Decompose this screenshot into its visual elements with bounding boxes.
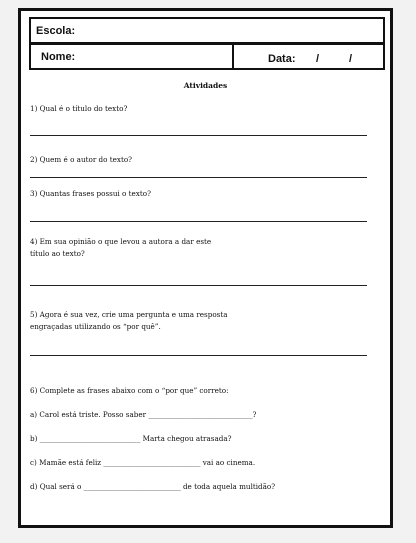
answer-line-5 — [30, 355, 367, 356]
answer-line-2 — [30, 177, 367, 178]
sentence-d: d) Qual será o ___________________________ de toda aquela multidão? — [30, 482, 276, 491]
sentence-b: b) ____________________________ Marta chegou atrasada? — [30, 434, 232, 443]
date-label: Data: — [268, 53, 296, 65]
page-title: Atividades — [183, 81, 228, 90]
question-1: 1) Qual é o título do texto? — [30, 104, 128, 113]
row-divider — [232, 45, 234, 68]
question-5-line-1: 5) Agora é sua vez, crie uma pergunta e uma resposta — [30, 310, 228, 319]
answer-line-1 — [30, 135, 367, 136]
answer-line-3 — [30, 221, 367, 222]
sentence-a: a) Carol está triste. Posso saber _____________________________? — [30, 410, 257, 419]
school-label: Escola: — [36, 25, 76, 37]
question-3: 3) Quantas frases possui o texto? — [30, 189, 151, 198]
name-date-row — [29, 43, 385, 70]
worksheet-page — [18, 8, 393, 528]
date-separator-1: / — [316, 53, 320, 65]
question-5-line-2: engraçadas utilizando os “por quê”. — [30, 322, 161, 331]
school-row — [29, 17, 385, 44]
name-label: Nome: — [41, 51, 76, 63]
question-2: 2) Quem é o autor do texto? — [30, 155, 133, 164]
question-4-line-1: 4) Em sua opinião o que levou a autora a dar este — [30, 237, 212, 246]
sentence-c: c) Mamãe está feliz ___________________________ vai ao cinema. — [30, 458, 256, 467]
answer-line-4 — [30, 285, 367, 286]
question-6: 6) Complete as frases abaixo com o “por que” correto: — [30, 386, 229, 395]
date-separator-2: / — [349, 53, 353, 65]
question-4-line-2: título ao texto? — [30, 249, 85, 258]
